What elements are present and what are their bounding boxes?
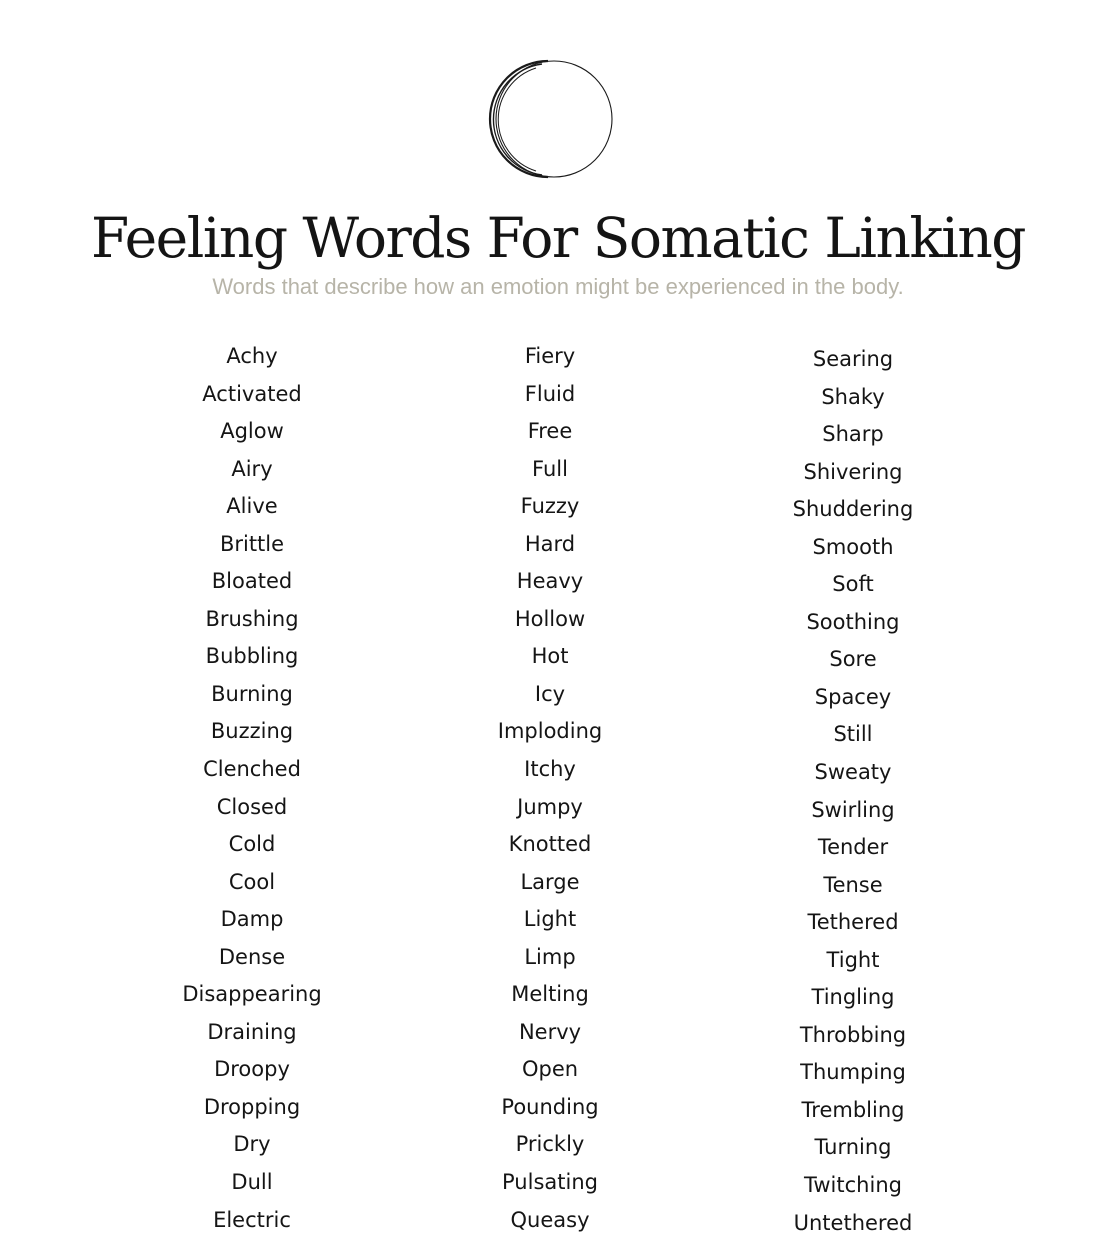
feeling-word: Tender [817, 835, 889, 860]
feeling-word: Throbbing [799, 1022, 907, 1047]
feeling-word: Achy [226, 344, 278, 368]
feeling-word: Cool [228, 869, 276, 894]
feeling-word: Dense [218, 944, 286, 969]
feeling-word: Sharp [822, 422, 884, 447]
feeling-word: Aglow [220, 419, 284, 444]
feeling-word: Airy [231, 456, 273, 481]
feeling-word: Jumpy [517, 794, 583, 819]
feeling-word: Tingling [811, 985, 895, 1010]
feeling-word: Untethered [793, 1210, 913, 1235]
feeling-word: Full [532, 456, 568, 481]
feeling-word: Dropping [203, 1094, 301, 1119]
feeling-word: Fuzzy [520, 494, 580, 519]
feeling-word: Still [833, 722, 873, 747]
feeling-word: Shivering [803, 459, 903, 484]
feeling-word: Soothing [806, 609, 900, 634]
feeling-word: Imploding [497, 719, 603, 744]
feeling-word: Light [523, 907, 577, 932]
feeling-word: Knotted [508, 832, 592, 857]
feeling-word: Tethered [807, 910, 899, 935]
feeling-word: Closed [216, 794, 288, 819]
feeling-word: Dry [233, 1132, 271, 1157]
feeling-word: Hollow [514, 606, 586, 631]
word-column-3 [703, 341, 1003, 1242]
feeling-word: Bubbling [205, 644, 299, 669]
feeling-word: Pounding [501, 1094, 599, 1119]
feeling-word: Shuddering [792, 497, 914, 522]
feeling-word: Soft [832, 572, 874, 597]
feeling-word: Draining [207, 1019, 297, 1044]
feeling-word: Itchy [524, 757, 576, 782]
feeling-word: Buzzing [210, 719, 294, 744]
feeling-word: Limp [524, 944, 576, 969]
feeling-word: Tight [826, 947, 880, 972]
feeling-word: Open [521, 1057, 579, 1082]
feeling-word: Hot [531, 644, 569, 669]
feeling-word: Swirling [811, 797, 895, 822]
feeling-word: Thumping [800, 1060, 906, 1085]
feeling-word: Activated [202, 381, 302, 406]
feeling-word: Nervy [518, 1019, 582, 1044]
feeling-word: Tense [823, 872, 883, 897]
feeling-word: Brushing [205, 606, 299, 631]
page-subtitle: Words that describe how an emotion might be experienced in the body. [212, 274, 904, 299]
feeling-word: Electric [213, 1207, 291, 1232]
feeling-word: Heavy [516, 569, 584, 594]
feeling-word: Smooth [812, 534, 894, 559]
feeling-word: Spacey [814, 684, 892, 709]
feeling-word: Pulsating [502, 1170, 598, 1195]
feeling-word: Dull [231, 1170, 273, 1195]
feeling-word: Disappearing [182, 982, 322, 1007]
feeling-word: Bloated [211, 569, 293, 594]
crescent-moon-circle-icon [488, 56, 616, 184]
feeling-word: Clenched [203, 757, 301, 782]
feeling-word: Searing [812, 347, 894, 371]
feeling-word: Hard [524, 531, 576, 556]
feeling-word: Large [520, 869, 580, 894]
feeling-word: Brittle [219, 531, 285, 556]
feeling-word: Damp [220, 907, 284, 932]
page-title: Feeling Words For Somatic Linking [90, 206, 1025, 270]
feeling-word: Melting [511, 982, 589, 1007]
feeling-word: Burning [211, 681, 293, 706]
feeling-word: Prickly [515, 1132, 585, 1157]
feeling-word: Alive [226, 494, 278, 519]
feeling-word: Icy [534, 681, 566, 706]
feeling-word: Turning [814, 1135, 892, 1160]
feeling-word: Fluid [524, 381, 576, 406]
feeling-word: Cold [228, 832, 276, 857]
feeling-word: Sweaty [814, 760, 892, 785]
feeling-word: Queasy [510, 1207, 590, 1232]
feeling-word: Sore [829, 647, 877, 672]
feeling-word: Fiery [524, 344, 576, 368]
feeling-word: Twitching [804, 1173, 902, 1198]
word-column-1 [102, 338, 402, 1239]
feeling-word: Shaky [821, 384, 885, 409]
feeling-word: Droopy [214, 1057, 290, 1082]
word-column-2 [400, 338, 700, 1239]
feeling-word: Free [527, 419, 573, 444]
feeling-word: Trembling [801, 1097, 905, 1122]
